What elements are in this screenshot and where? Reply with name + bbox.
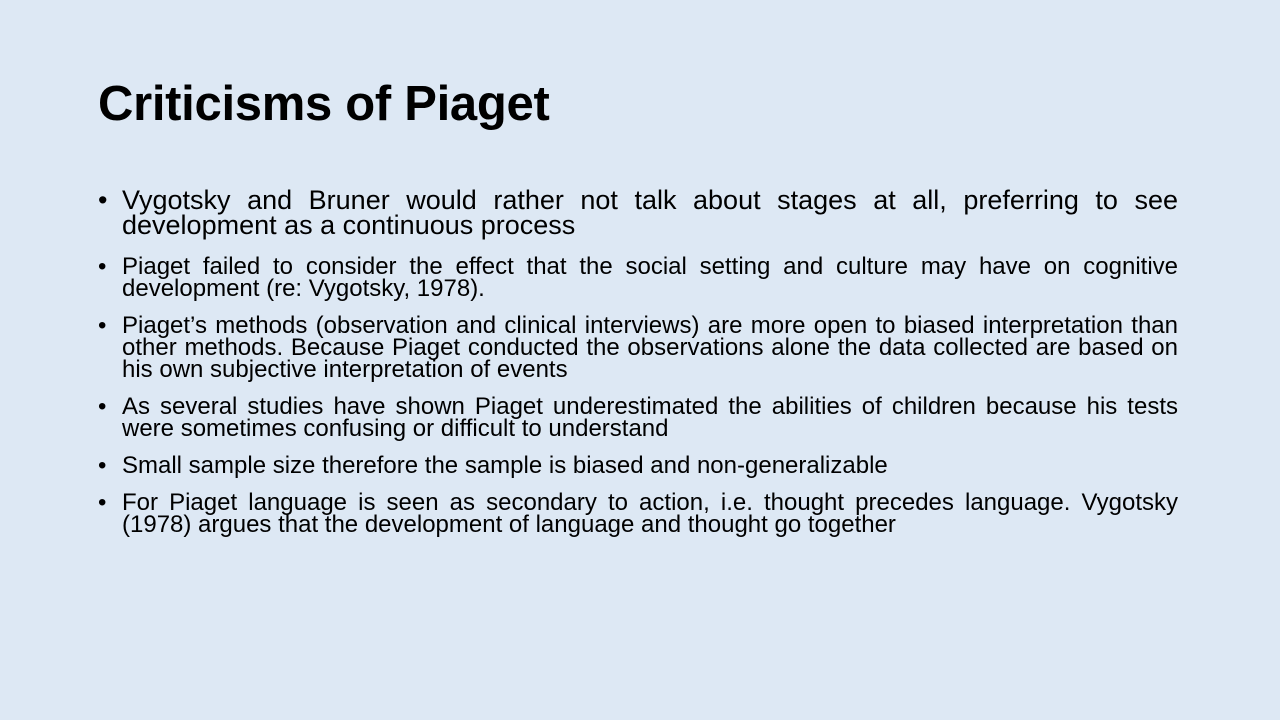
bullet-marker: • <box>98 185 108 215</box>
bullet-marker: • <box>98 312 107 339</box>
bullet-text: Piaget’s methods (observation and clinical interviews) are more open to biased interpretation than other methods. Because Piaget conducted the observations alone the data collected are based on his own subjective interpretation of events <box>122 312 1178 383</box>
bullet-text: For Piaget language is seen as secondary to action, i.e. thought precedes language. Vygotsky (1978) argues that the development of language and thought go together <box>122 489 1178 538</box>
list-item <box>98 489 1178 538</box>
bullet-text: As several studies have shown Piaget underestimated the abilities of children because his tests were sometimes confusing or difficult to understand <box>122 393 1178 442</box>
slide-title: Criticisms of Piaget <box>98 77 550 131</box>
bullet-list <box>98 185 1178 551</box>
bullet-marker: • <box>98 253 107 280</box>
list-item <box>98 253 1178 302</box>
bullet-marker: • <box>98 452 107 479</box>
list-item <box>98 312 1178 383</box>
bullet-marker: • <box>98 489 107 516</box>
bullet-marker: • <box>98 393 107 420</box>
bullet-text: Vygotsky and Bruner would rather not talk about stages at all, preferring to see development as a continuous process <box>122 185 1178 240</box>
list-item <box>98 185 1178 240</box>
bullet-text: Piaget failed to consider the effect that the social setting and culture may have on cognitive development (re: Vygotsky, 1978). <box>122 253 1178 302</box>
list-item <box>98 452 1178 479</box>
bullet-text: Small sample size therefore the sample is biased and non-generalizable <box>122 452 888 479</box>
list-item <box>98 393 1178 442</box>
